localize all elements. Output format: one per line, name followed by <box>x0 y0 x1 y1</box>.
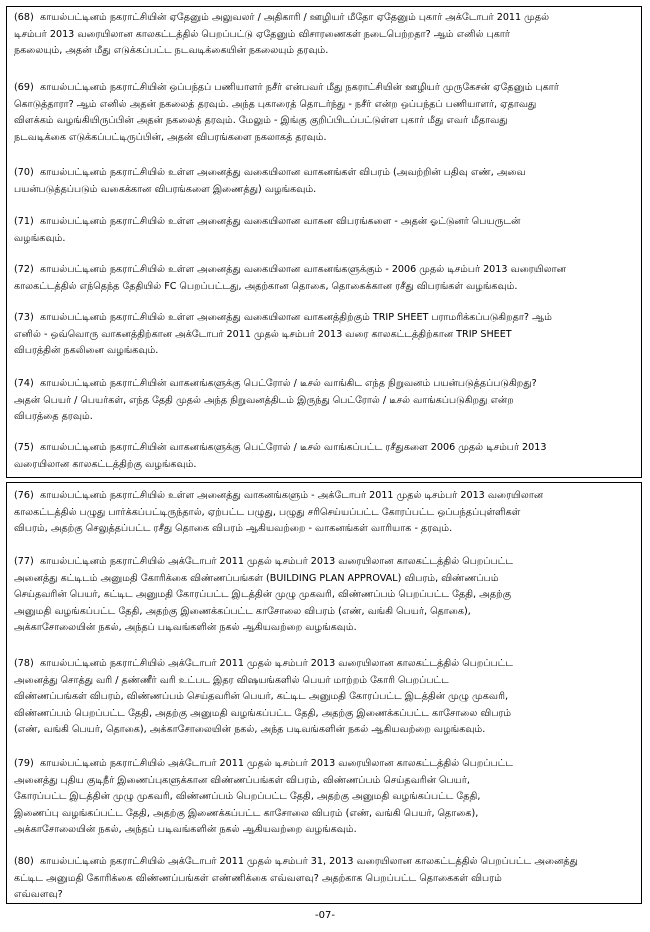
question-text-line: காயல்பட்டினம் நகராட்சியின் ஒப்பந்தப் பணியாளர் நசீர் என்பவர் மீது நகராட்சியின் ஊழியர் முருகேசன் ஏதேனும் புகார் <box>40 82 559 93</box>
question-number: (77) <box>14 556 34 567</box>
question-text-line: காயல்பட்டினம் நகராட்சியில் உள்ள அனைத்து வகையிலான வாகனத்திற்கும் TRIP SHEET பராமரிக்கப்படுகிறதா? ஆம் <box>40 312 552 323</box>
question-text-line: காயல்பட்டினம் நகராட்சியின் ஏதேனும் அலுவலர் / அதிகாரி / ஊழியர் மீதோ ஏதேனும் புகார் அக்டோபர் 2011 முதல் <box>40 12 550 23</box>
question-item <box>14 440 638 473</box>
question-item <box>14 854 638 904</box>
question-item <box>14 376 638 426</box>
question-number: (73) <box>14 312 34 323</box>
question-text-line: காயல்பட்டினம் நகராட்சியில் அக்டோபர் 2011 முதல் டிசம்பர் 2013 வரையிலான காலகட்டத்தில் பெறப்பட்ட <box>40 658 513 669</box>
question-item <box>14 756 638 839</box>
question-text-line: காயல்பட்டினம் நகராட்சியின் வாகனங்களுக்கு பெட்ரோல் / டீசல் வாங்கப்பட்ட ரசீதுகளை 2006 முதல் டிசம்பர் 2013 <box>40 442 547 453</box>
question-number: (68) <box>14 12 34 23</box>
question-number: (72) <box>14 264 34 275</box>
question-text-line: விபரத்தின் நகலினை வழங்கவும். <box>14 345 159 356</box>
question-item <box>14 488 638 538</box>
question-text-line: காயல்பட்டினம் நகராட்சியில் உள்ள அனைத்து வகையிலான வாகனங்களுக்கும் - 2006 முதல் டிசம்பர் 2013 வரையிலான <box>40 264 566 275</box>
question-text-line: நடவடிக்கை எடுக்கப்பட்டிருப்பின், அதன் விபரங்களை நகலாகத் தரவும். <box>14 131 327 143</box>
question-text-line: காயல்பட்டினம் நகராட்சியில் உள்ள அனைத்து வாகனங்களும் - அக்டோபர் 2011 முதல் டிசம்பர் 2013 வரையிலான <box>40 490 544 501</box>
question-number: (70) <box>14 167 34 178</box>
question-text-line: கட்டிட அனுமதி கோரிக்கை விண்ணப்பங்கள் எண்ணிக்கை எவ்வளவு? அதற்காக பெறப்பட்ட தொகைகள் விபரம் <box>14 872 502 884</box>
question-text-line: கொடுத்தாரா? ஆம் எனில் அதன் நகலைத் தரவும். அந்த புகாரைத் தொடர்ந்து - நசீர் என்ற ஒப்பந்தப் பணியாளர், ஏதாவது <box>14 98 537 110</box>
question-text-line: விபரத்தை தரவும். <box>14 411 93 422</box>
question-item <box>14 656 638 739</box>
question-text-line: பயன்படுத்தப்படும் வகைக்கான விபரங்களை இணைத்து) வழங்கவும். <box>14 183 317 195</box>
question-text-line: வழங்கவும். <box>14 232 66 244</box>
question-text-line: செய்தவரின் பெயர், கட்டிட அனுமதி கோரப்பட்ட இடத்தின் முழு முகவரி, விண்ணப்பம் பெறப்பட்ட தேதி, அதற்கு <box>14 589 512 600</box>
question-text-line: அனைத்து கட்டிடம் அனுமதி கோரிக்கை விண்ணப்பங்கள் (BUILDING PLAN APPROVAL) விபரம், விண்ணப்பம் <box>14 572 499 584</box>
question-item <box>14 214 638 247</box>
question-number: (76) <box>14 490 34 501</box>
question-text-line: (எண், வங்கி பெயர், தொகை), அக்காசோலையின் நகல், அந்த படிவங்களின் நகல் ஆகியவற்றை வழங்கவும். <box>14 724 486 735</box>
question-item <box>14 10 638 60</box>
question-text-line: டிசம்பர் 2013 வரையிலான காலகட்டத்தில் பெறப்பட்டு ஏதேனும் விசாரணைகள் நடைபெற்றதா? ஆம் எனில் புகார் <box>14 28 510 40</box>
question-text-line: காயல்பட்டினம் நகராட்சியில் உள்ள அனைத்து வகையிலான வாகனங்கள் விபரம் (அவற்றின் பதிவு எண், அவை <box>40 167 526 178</box>
question-number: (71) <box>14 216 34 227</box>
question-text-line: நகலையும், அதன் மீது எடுக்கப்பட்ட நடவடிக்கையின் நகலையும் தரவும். <box>14 45 329 56</box>
question-text-line: அக்காசோலையின் நகல், அந்தப் படிவங்களின் நகல் ஆகியவற்றை வழங்கவும். <box>14 824 357 835</box>
question-number: (79) <box>14 758 34 769</box>
question-text-line: வரையிலான காலகட்டத்திற்கு வழங்கவும். <box>14 458 197 470</box>
question-text-line: கோரப்பட்ட இடத்தின் முழு முகவரி, விண்ணப்பம் பெறப்பட்ட தேதி, அதற்கு அனுமதி வழங்கப்பட்ட தேதி, <box>14 791 481 802</box>
question-text-line: அனைத்து புதிய குடிநீர் இணைப்புகளுக்கான விண்ணப்பங்கள் விபரம், விண்ணப்பம் செய்தவரின் பெயர், <box>14 774 470 786</box>
question-item <box>14 310 638 360</box>
question-number: (69) <box>14 82 34 93</box>
question-text-line: அனைத்து சொத்து வரி / தண்ணீர் வரி உட்பட இதர விஷயங்களில் பெயர் மாற்றம் கோரி பெறப்பட்ட <box>14 674 449 686</box>
question-text-line: காலகட்டத்தில் பழுது பார்க்கப்பட்டிருந்தால், ஏற்பட்ட பழுது, பழுது சரிசெய்யப்பட்ட கோரப்பட்ட ஒப்பந்தப்புள்ளிகள் <box>14 506 521 518</box>
question-text-line: அக்காசோலையின் நகல், அந்தப் படிவங்களின் நகல் ஆகியவற்றை வழங்கவும். <box>14 622 357 633</box>
question-number: (74) <box>14 378 34 389</box>
question-text-line: காயல்பட்டினம் நகராட்சியில் அக்டோபர் 2011 முதல் டிசம்பர் 2013 வரையிலான காலகட்டத்தில் பெறப்பட்ட <box>40 758 513 769</box>
question-number: (75) <box>14 442 34 453</box>
question-item <box>14 80 638 146</box>
question-text-line: விபரம், அதற்கு செலுத்தப்பட்ட ரசீது தொகை விபரம் ஆகியவற்றை - வாகனங்கள் வாரியாக - தரவும். <box>14 523 453 534</box>
question-text-line: காயல்பட்டினம் நகராட்சியில் அக்டோபர் 2011 முதல் டிசம்பர் 31, 2013 வரையிலான காலகட்டத்தில் பெறப்பட்ட அனைத்து <box>40 856 578 867</box>
question-text-line: காயல்பட்டினம் நகராட்சியில் அக்டோபர் 2011 முதல் டிசம்பர் 2013 வரையிலான காலகட்டத்தில் பெறப்பட்ட <box>40 556 513 567</box>
question-text-line: காயல்பட்டினம் நகராட்சியில் உள்ள அனைத்து வகையிலான வாகன விபரங்களை - அதன் ஓட்டுனர் பெயருடன் <box>40 216 521 227</box>
question-text-line: காயல்பட்டினம் நகராட்சியின் வாகனங்களுக்கு பெட்ரோல் / டீசல் வாங்கிட எந்த நிறுவனம் பயன்படுத்தப்படுகிறது? <box>40 378 537 389</box>
page-number: -07- <box>315 910 335 921</box>
question-text-line: காலகட்டத்தில் எந்தெந்த தேதியில் FC பெறப்பட்டது, அதற்கான தொகை, தொகைக்கான ரசீது விபரங்கள் வழங்கவும். <box>14 280 518 292</box>
question-text-line: எவ்வளவு? <box>14 889 63 900</box>
question-text-line: அதன் பெயர் / பெயர்கள், எந்த தேதி முதல் அந்த நிறுவனத்திடம் இருந்து பெட்ரோல் / டீசல் வாங்கப்படுகிறது என்ற <box>14 394 514 406</box>
page-frame <box>6 6 644 904</box>
question-text-line: விண்ணப்பம் பெறப்பட்ட தேதி, அதற்கு அனுமதி வழங்கப்பட்ட தேதி, அதற்கு இணைக்கப்பட்ட காசோலை விபரம் <box>14 707 512 719</box>
question-item <box>14 165 638 198</box>
question-text-line: எனில் - ஒவ்வொரு வாகனத்திற்கான அக்டோபர் 2011 முதல் டிசம்பர் 2013 வரை காலகட்டத்திற்கான TRIP SHEET <box>14 328 512 340</box>
question-item <box>14 262 638 295</box>
question-number: (80) <box>14 856 34 867</box>
question-text-line: விண்ணப்பங்கள் விபரம், விண்ணப்பம் செய்தவரின் பெயர், கட்டிட அனுமதி கோரப்பட்ட இடத்தின் முழு முகவரி, <box>14 691 509 702</box>
question-text-line: இணைப்பு வழங்கப்பட்ட தேதி, அதற்கு இணைக்கப்பட்ட காசோலை விபரம் (எண், வங்கி பெயர், தொகை), <box>14 807 479 819</box>
question-text-line: அனுமதி வழங்கப்பட்ட தேதி, அதற்கு இணைக்கப்பட்ட காசோலை விபரம் (எண், வங்கி பெயர், தொகை), <box>14 605 471 617</box>
question-text-line: விளக்கம் வழங்கியிருப்பின் அதன் நகலைத் தரவும். மேலும் - இங்கு குறிப்பிடப்பட்டுள்ள புகார் மீது எவர் மீதாவது <box>14 115 508 126</box>
question-item <box>14 554 638 637</box>
question-number: (78) <box>14 658 34 669</box>
